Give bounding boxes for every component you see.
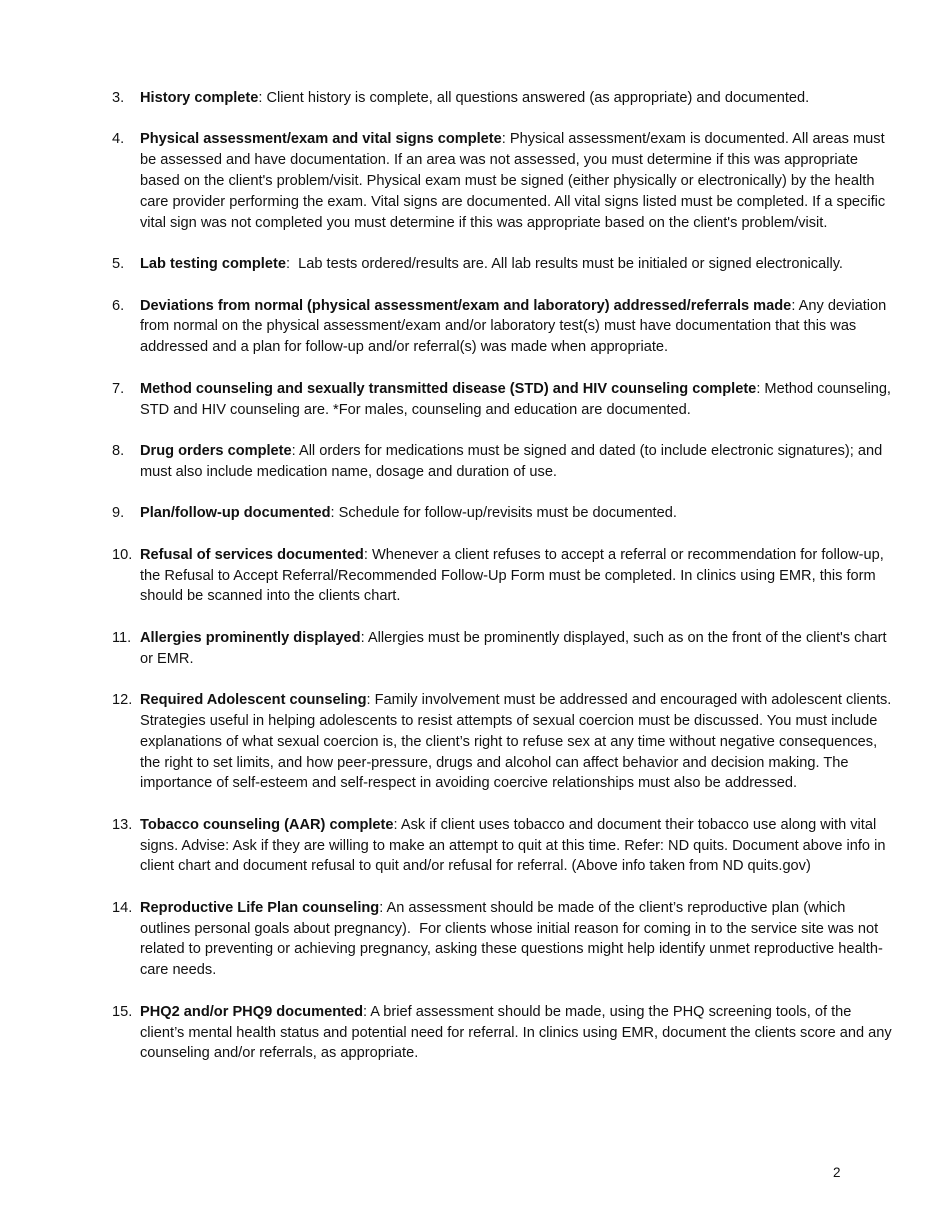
item-text: : Schedule for follow-up/revisits must be documented. bbox=[330, 505, 677, 522]
item-text: : All orders for medications must be signed and dated (to include electronic signatures); and must also include medication name, dosage and duration of use. bbox=[140, 443, 891, 480]
item-number: 3. bbox=[112, 90, 125, 106]
item-number: 13. bbox=[112, 816, 133, 833]
item-body bbox=[140, 690, 897, 794]
item-term: Plan/follow-up documented bbox=[140, 505, 331, 522]
list-item bbox=[112, 815, 897, 877]
item-term: Physical assessment/exam and vital signs complete bbox=[140, 131, 502, 148]
item-number: 11. bbox=[112, 629, 132, 646]
item-body bbox=[140, 441, 897, 483]
item-term: Deviations from normal (physical assessment/exam and laboratory) addressed/referrals made bbox=[140, 297, 792, 314]
list-item bbox=[112, 1002, 897, 1064]
list-item bbox=[112, 88, 897, 109]
item-number: 6. bbox=[112, 297, 125, 314]
item-number: 4. bbox=[112, 131, 125, 148]
item-term: Method counseling and sexually transmitted disease (STD) and HIV counseling complete bbox=[140, 380, 757, 397]
item-number: 7. bbox=[112, 380, 125, 397]
item-text: : A brief assessment should be made, using the PHQ screening tools, of the client’s mental health status and potential need for referral. In clinics using EMR, document the clients score and any counseling and/or referrals, as appropriate. bbox=[140, 1003, 896, 1062]
item-text: : Allergies must be prominently displayed, such as on the front of the client's chart or EMR. bbox=[140, 629, 891, 667]
item-term: PHQ2 and/or PHQ9 documented bbox=[140, 1003, 363, 1020]
item-text: : Whenever a client refuses to accept a referral or recommendation for follow-up, the Refusal to Accept Referral/Recommended Follow-Up Form must be completed. In clinics using EMR, this form should be scanned into the clients chart. bbox=[140, 546, 888, 605]
item-text: : Any deviation from normal on the physical assessment/exam and/or laboratory test(s) must have documentation that this was addressed and a plan for follow-up and/or referral(s) was made when appropriate. bbox=[140, 297, 891, 356]
item-number: 8. bbox=[112, 443, 125, 459]
item-term: Drug orders complete bbox=[140, 443, 292, 459]
list-item bbox=[112, 254, 897, 275]
item-body bbox=[140, 1002, 897, 1064]
item-text: : Client history is complete, all questions answered (as appropriate) and documented. bbox=[258, 90, 810, 106]
item-text: : Lab tests ordered/results are. All lab results must be initialed or signed electronically. bbox=[285, 256, 843, 273]
item-body bbox=[140, 254, 897, 275]
item-term: Refusal of services documented bbox=[140, 546, 364, 563]
list-item bbox=[112, 296, 897, 358]
item-body bbox=[140, 129, 897, 233]
item-number: 9. bbox=[112, 505, 125, 522]
list-item bbox=[112, 129, 897, 233]
item-number: 12. bbox=[112, 692, 133, 709]
list-item bbox=[112, 441, 897, 483]
item-body bbox=[140, 379, 897, 421]
list-item bbox=[112, 379, 897, 421]
list-item bbox=[112, 628, 897, 670]
item-number: 14. bbox=[112, 899, 133, 916]
item-number: 15. bbox=[112, 1003, 133, 1020]
item-term: Reproductive Life Plan counseling bbox=[140, 899, 380, 916]
item-body bbox=[140, 815, 897, 877]
item-term: Tobacco counseling (AAR) complete bbox=[140, 816, 394, 833]
item-term: Allergies prominently displayed bbox=[140, 629, 361, 646]
item-term: Required Adolescent counseling bbox=[140, 692, 367, 709]
item-text: : Family involvement must be addressed and encouraged with adolescent clients. Strategies useful in helping adolescents to resist attempts of sexual coercion must be discussed. You must include explanations of what sexual coercion is, the client’s right to refuse sex at any time without negative consequences, the right to set limits, and how peer-pressure, drugs and alcohol can affect behavior and decision making. The importance of self-esteem and self-respect in avoiding coercive relationships must also be addressed. bbox=[140, 692, 896, 792]
item-term: History complete bbox=[140, 90, 259, 106]
page-number: 2 bbox=[833, 1165, 841, 1180]
item-body bbox=[140, 503, 897, 524]
list-item bbox=[112, 503, 897, 524]
list-item bbox=[112, 898, 897, 981]
item-body bbox=[140, 898, 897, 981]
item-text: : Method counseling, STD and HIV counseling are. *For males, counseling and education are documented. bbox=[140, 380, 896, 418]
item-body bbox=[140, 628, 897, 670]
criteria-list bbox=[112, 88, 897, 1085]
item-body bbox=[140, 296, 897, 358]
item-body bbox=[140, 545, 897, 607]
item-body bbox=[140, 88, 897, 109]
item-text: : Physical assessment/exam is documented. All areas must be assessed and have documentation. If an area was not assessed, you must determine if this was appropriate based on the client's problem/visit. Physical exam must be signed (either physically or electronically) by the health care provider performing the exam. Vital signs are documented. All vital signs listed must be completed. If a specific vital sign was not completed you must determine if this was appropriate based on the client's problem/visit. bbox=[140, 131, 890, 231]
item-number: 10. bbox=[112, 546, 133, 563]
list-item bbox=[112, 545, 897, 607]
item-text: : An assessment should be made of the client’s reproductive plan (which outlines personal goals about pregnancy). For clients whose initial reason for coming in to the service site was not related to preventing or achieving pregnancy, asking these questions might help identify unmet reproductive health-care needs. bbox=[140, 899, 883, 979]
list-item bbox=[112, 690, 897, 794]
item-term: Lab testing complete bbox=[140, 256, 286, 273]
item-number: 5. bbox=[112, 256, 125, 273]
item-text: : Ask if client uses tobacco and document their tobacco use along with vital signs. Advise: Ask if they are willing to make an attempt to quit at this time. Refer: ND quits. Document above info in client chart and document refusal to quit and/or refusal for referral. (Above info taken from ND quits.gov) bbox=[140, 816, 890, 875]
